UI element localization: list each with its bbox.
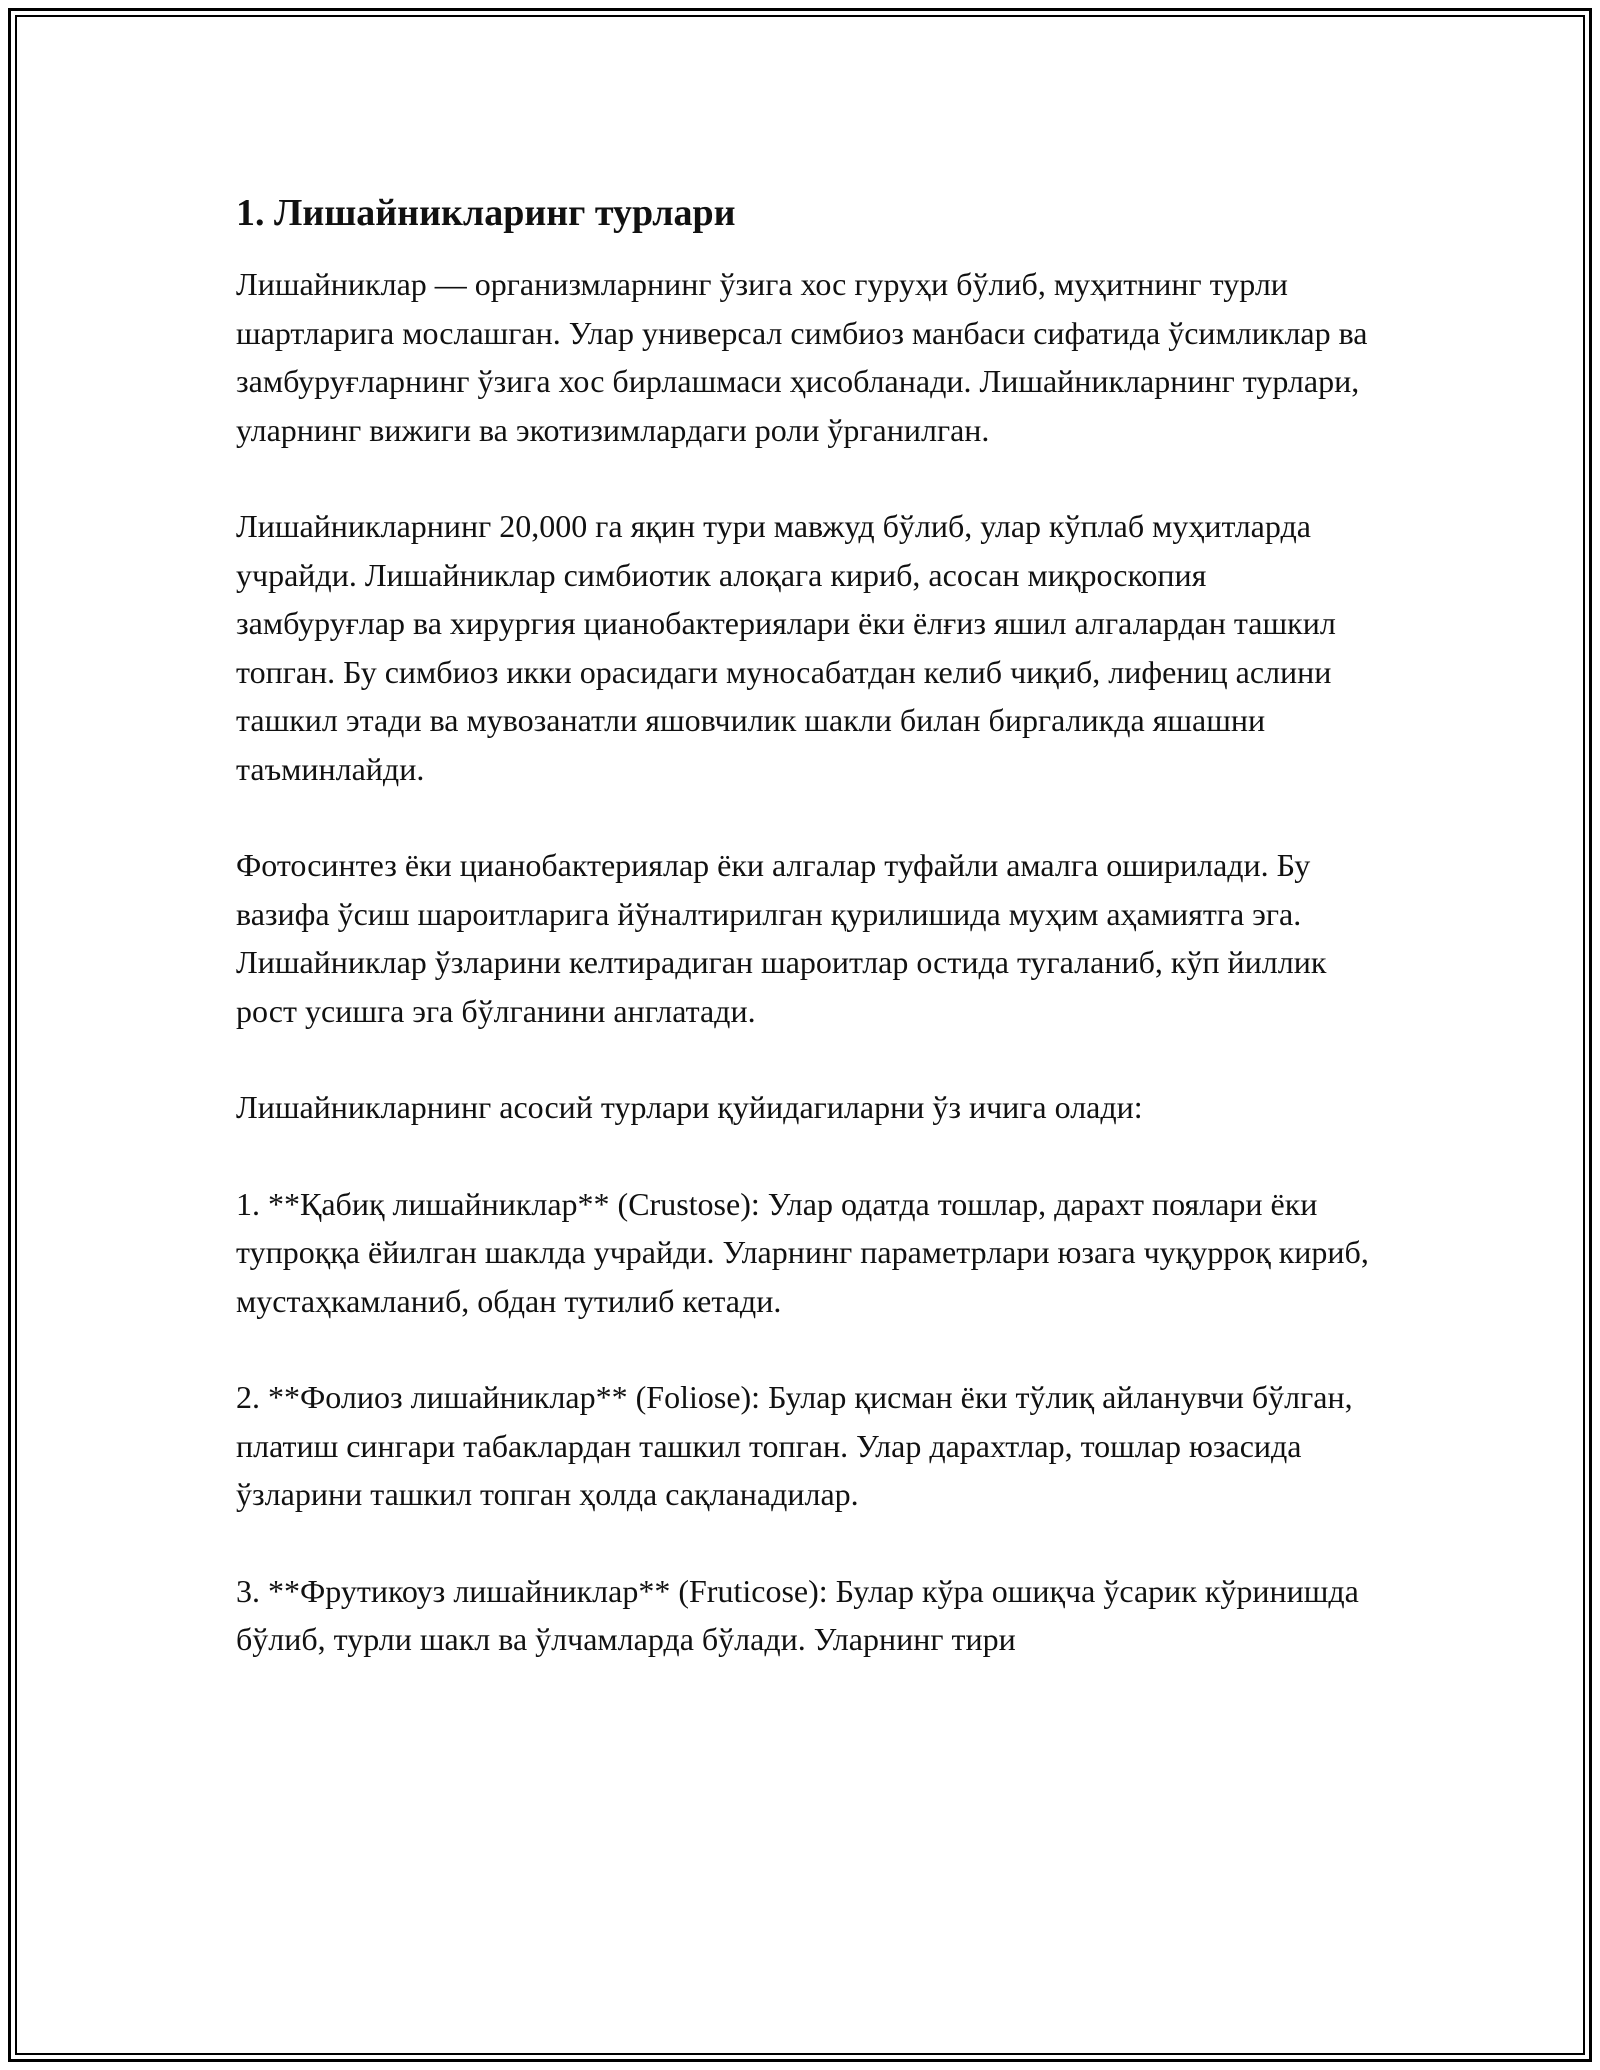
paragraph-photosynthesis: Фотосинтез ёки цианобактериялар ёки алгалар туфайли амалга оширилади. Бу вазифа ўсиш шароитларига йўналтирилган қурилишида муҳим аҳамиятга эга. Лишайниклар ўзларини келтирадиган шароитлар остида тугаланиб, кўп йиллик рост усишга эга бўлганини англатади. xyxy=(236,847,1327,1029)
list-item-fruticose: 3. **Фрутикоуз лишайниклар** (Fruticose): Булар кўра ошиқча ўсарик кўринишда бўлиб, турли шакл ва ўлчамларда бўлади. Уларнинг тири xyxy=(236,1572,1359,1657)
section-heading: 1. Лишайникларинг турлари xyxy=(236,192,736,234)
paragraph-species-count: Лишайникларнинг 20,000 га яқин тури мавжуд бўлиб, улар кўплаб муҳитларда учрайди. Лишайниклар симбиотик алоқага кириб, асосан миқроскопия замбуруғлар ва хирургия цианобактериялари ёки ёлғиз яшил алгалардан ташкил топган. Бу симбиоз икки орасидаги муносабатдан келиб чиқиб, лифениц аслини ташкил этади ва мувозанатли яшовчилик шакли билан биргаликда яшашни таъминлайди. xyxy=(236,508,1336,787)
paragraph-intro: Лишайниклар — организмларнинг ўзига хос гуруҳи бўлиб, муҳитнинг турли шартларига мослашган. Улар универсал симбиоз манбаси сифатида ўсимликлар ва замбуруғларнинг ўзига хос бирлашмаси ҳисобланади. Лишайникларнинг турлари, уларнинг вижиги ва экотизимлардаги роли ўрганилган. xyxy=(236,266,1368,448)
list-item-crustose: 1. **Қабиқ лишайниклар** (Crustose): Улар одатда тошлар, дарахт поялари ёки тупроққа ёйилган шаклда учрайди. Уларнинг параметрлари юзага чуқурроқ кириб, мустаҳкамланиб, обдан тутилиб кетади. xyxy=(236,1185,1369,1319)
paragraph-types-intro: Лишайникларнинг асосий турлари қуйидагиларни ўз ичига олади: xyxy=(236,1089,1143,1125)
list-item-foliose: 2. **Фолиоз лишайниклар** (Foliose): Булар қисман ёки тўлиқ айланувчи бўлган, платиш сингари табаклардан ташкил топган. Улар дарахтлар, тошлар юзасида ўзларини ташкил топган ҳолда сақланадилар. xyxy=(236,1379,1353,1512)
document-body xyxy=(236,188,1376,1712)
